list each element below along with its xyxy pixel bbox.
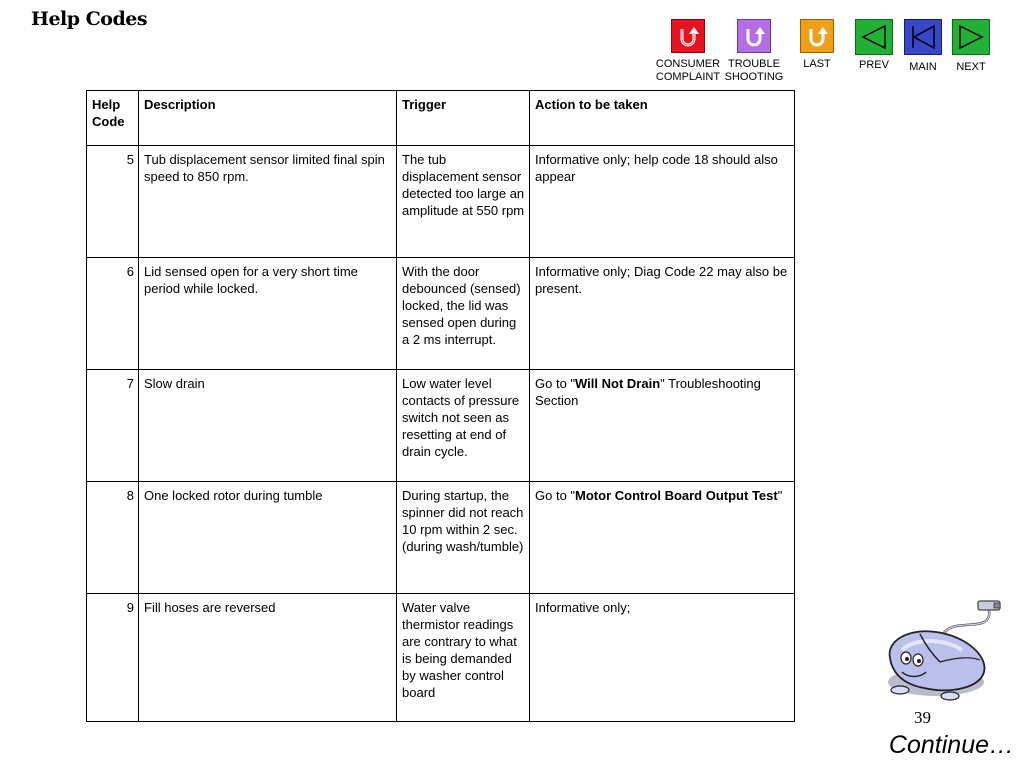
next-button[interactable]: [948, 19, 994, 74]
header-action: Action to be taken: [530, 91, 795, 146]
return-arrow-icon: [800, 19, 834, 53]
action-cell: [530, 482, 795, 594]
help-code-cell: 6: [87, 258, 139, 370]
return-arrow-icon: [737, 19, 771, 53]
description-cell: Lid sensed open for a very short time period while locked.: [139, 258, 397, 370]
main-label: MAIN: [909, 61, 937, 73]
continue-link[interactable]: Continue…: [888, 731, 1014, 759]
skip-to-start-icon: [904, 19, 942, 55]
action-cell: [530, 594, 795, 722]
computer-mouse-icon: [880, 600, 1004, 704]
table-header-row: [87, 91, 795, 146]
header-help-code: Help Code: [87, 91, 139, 146]
main-button[interactable]: [900, 19, 946, 74]
help-code-cell: 9: [87, 594, 139, 722]
help-code-cell: 5: [87, 146, 139, 258]
last-label: LAST: [803, 58, 831, 70]
trouble-shooting-label: TROUBLE SHOOTING: [724, 58, 784, 83]
header-trigger: Trigger: [397, 91, 530, 146]
table-row: [87, 258, 795, 370]
action-text-suffix: ": [777, 488, 783, 503]
action-text: Informative only; help code 18 should also appear: [535, 152, 778, 184]
consumer-complaint-label: CONSUMER COMPLAINT: [655, 58, 721, 83]
left-triangle-icon: [855, 19, 893, 55]
trigger-cell: Water valve thermistor readings are contrary to what is being demanded by washer control board: [397, 594, 530, 722]
page-number: 39: [914, 708, 931, 727]
trouble-shooting-button[interactable]: [722, 19, 786, 83]
action-text: Go to ": [535, 376, 576, 391]
table-row: [87, 370, 795, 482]
action-cell: [530, 370, 795, 482]
trigger-cell: With the door debounced (sensed) locked, the lid was sensed open during a 2 ms interrupt.: [397, 258, 530, 370]
trigger-cell: Low water level contacts of pressure switch not seen as resetting at end of drain cycle.: [397, 370, 530, 482]
table-row: [87, 482, 795, 594]
help-codes-table: [86, 90, 795, 722]
motor-control-board-test-link[interactable]: Motor Control Board Output Test: [575, 488, 778, 503]
description-cell: Fill hoses are reversed: [139, 594, 397, 722]
prev-label: PREV: [859, 59, 889, 71]
last-button[interactable]: [793, 19, 841, 71]
header-description: Description: [139, 91, 397, 146]
action-text: Informative only; Diag Code 22 may also be present.: [535, 264, 788, 296]
prev-button[interactable]: [850, 19, 898, 72]
table-row: [87, 146, 795, 258]
action-text: Informative only;: [535, 600, 631, 615]
help-code-cell: 7: [87, 370, 139, 482]
return-arrow-icon: [671, 19, 705, 53]
action-text-suffix: " Troubleshooting Section: [535, 376, 761, 408]
action-text: Go to ": [535, 488, 576, 503]
right-triangle-icon: [952, 19, 990, 55]
description-cell: Tub displacement sensor limited final spin speed to 850 rpm.: [139, 146, 397, 258]
description-cell: Slow drain: [139, 370, 397, 482]
action-cell: [530, 146, 795, 258]
consumer-complaint-button[interactable]: [654, 19, 722, 83]
help-code-cell: 8: [87, 482, 139, 594]
next-label: NEXT: [956, 61, 986, 73]
action-cell: [530, 258, 795, 370]
trigger-cell: During startup, the spinner did not reach 10 rpm within 2 sec. (during wash/tumble): [397, 482, 530, 594]
will-not-drain-link[interactable]: Will Not Drain: [575, 376, 661, 391]
description-cell: One locked rotor during tumble: [139, 482, 397, 594]
trigger-cell: The tub displacement sensor detected too large an amplitude at 550 rpm: [397, 146, 530, 258]
table-row: [87, 594, 795, 722]
page-title: Help Codes: [31, 8, 148, 30]
